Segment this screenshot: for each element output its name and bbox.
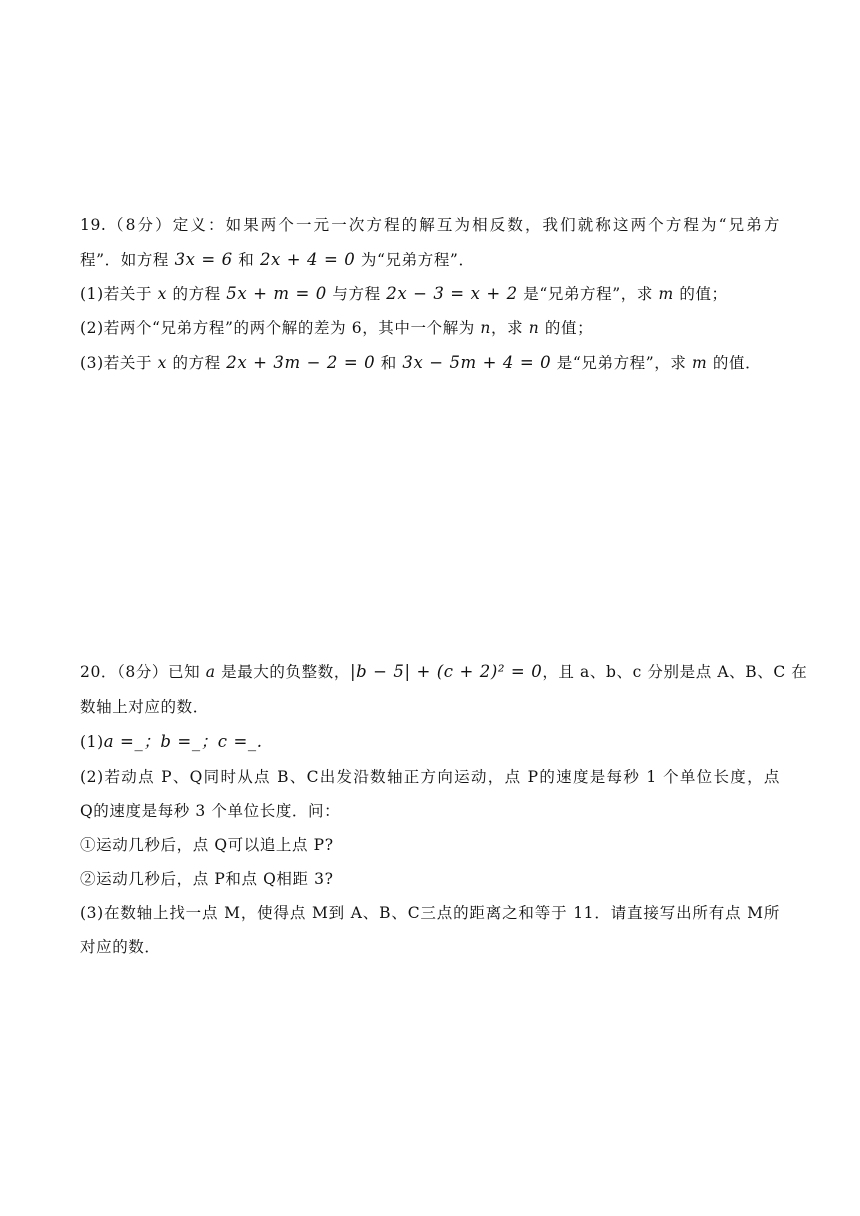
q19-part3-text: 的方程: [166, 354, 227, 372]
q19-part1-var: x: [157, 285, 167, 303]
q19-part1-eq1: 5x + m = 0: [226, 284, 327, 303]
q20-stem-line2: 数轴上对应的数．: [80, 698, 209, 716]
q20-stem-var: a: [205, 663, 216, 681]
q20-stem-text: 是最大的负整数，: [215, 663, 350, 681]
q19-part3-text: 和: [375, 354, 403, 372]
q20-part1-blanks: a =_；b =_；c =_.: [103, 732, 263, 751]
q19-stem-text: 程”．如方程: [80, 251, 175, 269]
q19-part3: [80, 353, 780, 373]
q20-part3-line2: 对应的数．: [80, 938, 161, 956]
q19-part3-eq1: 2x + 3m − 2 = 0: [226, 353, 376, 372]
q19-part2-var: n: [528, 319, 540, 337]
q19-part1-eq2: 2x − 3 = x + 2: [386, 284, 518, 303]
q19-part2-text: 的值；: [539, 319, 594, 337]
q19-part1-text: 的方程: [166, 285, 227, 303]
q19-stem-line1: 19.（8分）定义：如果两个一元一次方程的解互为相反数，我们就称这两个方程为“兄弟方: [80, 216, 780, 234]
q20-stem-line1: [80, 662, 808, 682]
q19-part3-var: m: [692, 354, 708, 372]
q20-part2-line1: (2)若动点 P、Q同时从点 B、C出发沿数轴正方向运动，点 P的速度是每秒 1 个单位长度，点: [80, 768, 780, 786]
q20-part2-sub2: ②运动几秒后，点 P和点 Q相距 3?: [80, 870, 334, 888]
q20-part2-line2: Q的速度是每秒 3 个单位长度．问：: [80, 802, 341, 820]
q20-stem-text: ，且 a、b、c 分别是点 A、B、C 在: [542, 663, 808, 681]
q20-part1-text: (1): [80, 733, 104, 751]
q19-part2-var: n: [480, 319, 492, 337]
q20-stem-text: 20．（8分）已知: [80, 663, 206, 681]
q20-part1: [80, 732, 780, 752]
q20-part3-line1: (3)在数轴上找一点 M，使得点 M到 A、B、C三点的距离之和等于 11．请直接写出所有点 M所: [80, 904, 780, 922]
q19-part3-text: 的值．: [707, 354, 762, 372]
q19-part1: [80, 284, 780, 304]
q19-stem-text: 为“兄弟方程”．: [355, 251, 475, 269]
q19-part1-text: (1)若关于: [80, 285, 158, 303]
q19-example-eq1: 3x = 6: [174, 250, 233, 269]
q19-part1-text: 与方程: [326, 285, 387, 303]
q19-example-eq2: 2x + 4 = 0: [259, 250, 356, 269]
q19-part3-eq2: 3x − 5m + 4 = 0: [402, 353, 552, 372]
q19-part2-text: ，求: [491, 319, 529, 337]
q19-part1-var: m: [658, 285, 674, 303]
q19-part2-text: (2)若两个“兄弟方程”的两个解的差为 6，其中一个解为: [80, 319, 481, 337]
q19-stem-text: 和: [232, 251, 260, 269]
q19-part1-text: 是“兄弟方程”，求: [517, 285, 659, 303]
q19-part3-text: 是“兄弟方程”，求: [551, 354, 693, 372]
q20-part2-sub1: ①运动几秒后，点 Q可以追上点 P?: [80, 836, 334, 854]
q19-stem-line2: [80, 250, 780, 270]
q20-condition-eq: |b − 5| + (c + 2)² = 0: [349, 662, 543, 681]
q19-part2: [80, 318, 780, 338]
q19-part3-text: (3)若关于: [80, 354, 158, 372]
q19-part3-var: x: [157, 354, 167, 372]
q19-part1-text: 的值；: [673, 285, 728, 303]
